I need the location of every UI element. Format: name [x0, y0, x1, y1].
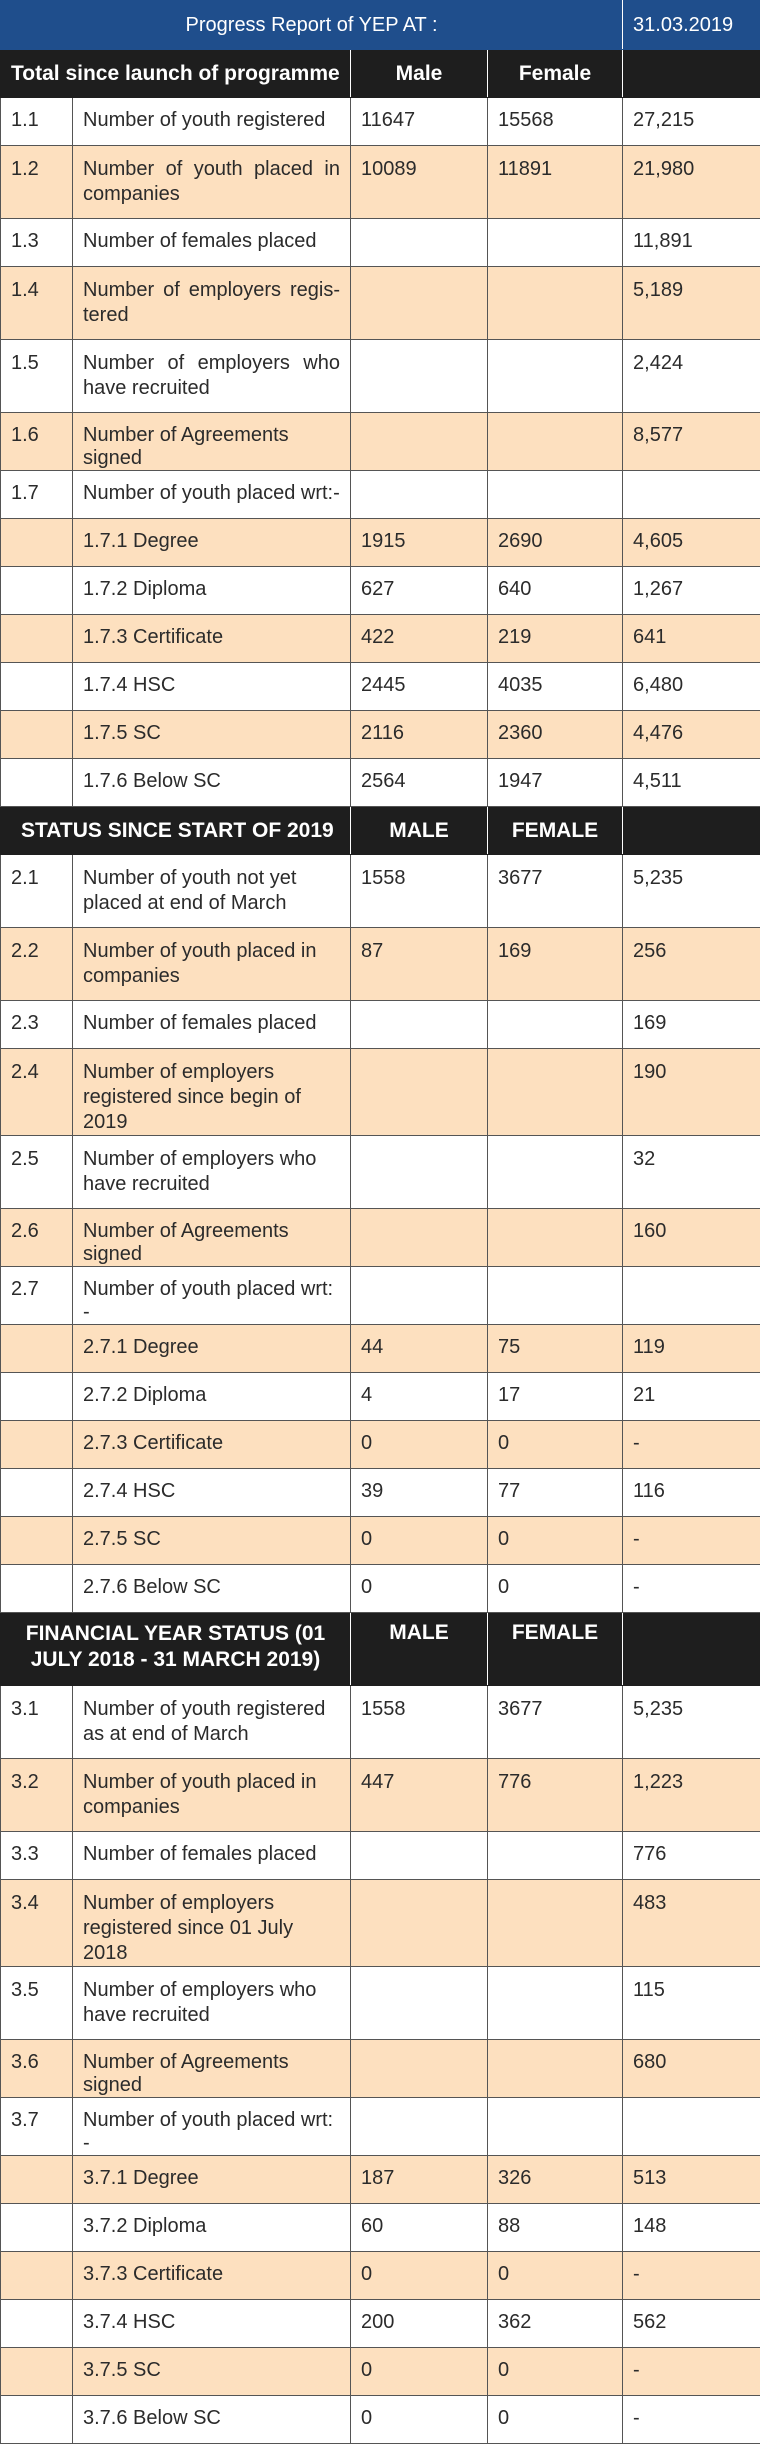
row-female-value: 640	[488, 567, 623, 615]
table-row	[1, 2098, 760, 2156]
row-number: 2.4	[1, 1049, 73, 1136]
row-total-value: 4,605	[623, 519, 760, 567]
table-row	[1, 2300, 760, 2348]
column-header-total	[623, 50, 760, 98]
row-male-value: 1558	[351, 855, 488, 928]
row-description: Number of employers who have recruited	[73, 1967, 351, 2040]
row-female-value	[488, 2040, 623, 2098]
table-row	[1, 2156, 760, 2204]
table-row	[1, 1517, 760, 1565]
row-description: Number of employers who have recruited	[73, 1136, 351, 1209]
section-title: Total since launch of programme	[1, 50, 351, 98]
table-row	[1, 1759, 760, 1832]
row-male-value	[351, 1209, 488, 1267]
row-female-value: 776	[488, 1759, 623, 1832]
table-row	[1, 1325, 760, 1373]
table-row	[1, 1967, 760, 2040]
table-row	[1, 663, 760, 711]
row-male-value: 2564	[351, 759, 488, 807]
row-description: Number of youth placed wrt:-	[73, 471, 351, 519]
table-row	[1, 413, 760, 471]
row-male-value	[351, 1832, 488, 1880]
row-total-value: 32	[623, 1136, 760, 1209]
row-male-value: 0	[351, 2396, 488, 2444]
row-female-value: 88	[488, 2204, 623, 2252]
row-number	[1, 711, 73, 759]
row-number: 1.3	[1, 219, 73, 267]
row-male-value: 0	[351, 1517, 488, 1565]
row-female-value	[488, 1001, 623, 1049]
row-number	[1, 567, 73, 615]
row-description: Number of employers regis-tered	[73, 267, 351, 340]
row-female-value: 326	[488, 2156, 623, 2204]
row-female-value	[488, 1209, 623, 1267]
row-male-value	[351, 340, 488, 413]
row-description: Number of Agreements signed	[73, 2040, 351, 2098]
table-row	[1, 219, 760, 267]
row-female-value: 169	[488, 928, 623, 1001]
row-number: 3.3	[1, 1832, 73, 1880]
row-female-value: 0	[488, 2252, 623, 2300]
row-male-value: 60	[351, 2204, 488, 2252]
row-description: Number of Agreements signed	[73, 1209, 351, 1267]
row-number	[1, 1421, 73, 1469]
row-female-value: 0	[488, 1565, 623, 1613]
row-description: 3.7.2 Diploma	[73, 2204, 351, 2252]
row-description: Number of youth placed wrt: -	[73, 2098, 351, 2156]
row-female-value: 2690	[488, 519, 623, 567]
row-total-value: 11,891	[623, 219, 760, 267]
table-row	[1, 1880, 760, 1967]
row-number: 1.1	[1, 98, 73, 146]
row-male-value: 87	[351, 928, 488, 1001]
row-total-value: 680	[623, 2040, 760, 2098]
row-total-value	[623, 471, 760, 519]
table-row	[1, 519, 760, 567]
column-header-female: FEMALE	[488, 1613, 623, 1686]
row-male-value: 187	[351, 2156, 488, 2204]
row-total-value: -	[623, 2396, 760, 2444]
row-description: 1.7.5 SC	[73, 711, 351, 759]
row-total-value: 4,511	[623, 759, 760, 807]
row-number: 1.7	[1, 471, 73, 519]
report-title: Progress Report of YEP AT :	[1, 1, 623, 50]
row-male-value	[351, 1049, 488, 1136]
row-description: 3.7.3 Certificate	[73, 2252, 351, 2300]
row-description: 3.7.1 Degree	[73, 2156, 351, 2204]
row-female-value	[488, 1880, 623, 1967]
table-row	[1, 1136, 760, 1209]
table-row	[1, 2040, 760, 2098]
table-row	[1, 759, 760, 807]
row-male-value: 627	[351, 567, 488, 615]
row-female-value: 0	[488, 1421, 623, 1469]
row-total-value: 1,267	[623, 567, 760, 615]
row-male-value: 39	[351, 1469, 488, 1517]
column-header-male: MALE	[351, 807, 488, 855]
row-total-value: 5,235	[623, 1686, 760, 1759]
row-number	[1, 1325, 73, 1373]
column-header-total	[623, 1613, 760, 1686]
row-description: 1.7.6 Below SC	[73, 759, 351, 807]
row-female-value	[488, 413, 623, 471]
row-number	[1, 615, 73, 663]
column-header-female: Female	[488, 50, 623, 98]
table-row	[1, 340, 760, 413]
row-total-value: 115	[623, 1967, 760, 2040]
row-total-value: -	[623, 1517, 760, 1565]
row-male-value	[351, 2098, 488, 2156]
row-total-value	[623, 2098, 760, 2156]
row-male-value: 11647	[351, 98, 488, 146]
row-number: 1.6	[1, 413, 73, 471]
row-number	[1, 2396, 73, 2444]
row-male-value: 2445	[351, 663, 488, 711]
row-number	[1, 2348, 73, 2396]
row-number	[1, 2300, 73, 2348]
row-female-value: 3677	[488, 1686, 623, 1759]
row-total-value: -	[623, 1565, 760, 1613]
row-description: Number of employers registered since 01 July 2018	[73, 1880, 351, 1967]
row-number: 3.6	[1, 2040, 73, 2098]
row-total-value: 27,215	[623, 98, 760, 146]
row-total-value: 483	[623, 1880, 760, 1967]
row-female-value: 4035	[488, 663, 623, 711]
row-total-value	[623, 1267, 760, 1325]
row-description: 2.7.2 Diploma	[73, 1373, 351, 1421]
row-total-value: 116	[623, 1469, 760, 1517]
row-number: 1.4	[1, 267, 73, 340]
table-row	[1, 1373, 760, 1421]
table-row	[1, 1209, 760, 1267]
section-title: FINANCIAL YEAR STATUS (01 JULY 2018 - 31 MARCH 2019)	[1, 1613, 351, 1686]
column-header-male: Male	[351, 50, 488, 98]
row-male-value: 447	[351, 1759, 488, 1832]
row-female-value: 0	[488, 2348, 623, 2396]
row-female-value: 3677	[488, 855, 623, 928]
table-row	[1, 928, 760, 1001]
row-description: Number of employers registered since begin of 2019	[73, 1049, 351, 1136]
row-description: 2.7.5 SC	[73, 1517, 351, 1565]
row-total-value: 148	[623, 2204, 760, 2252]
row-number	[1, 1373, 73, 1421]
row-female-value: 0	[488, 1517, 623, 1565]
row-number: 2.6	[1, 1209, 73, 1267]
row-description: Number of youth placed in companies	[73, 1759, 351, 1832]
table-row	[1, 471, 760, 519]
table-row	[1, 98, 760, 146]
row-female-value: 15568	[488, 98, 623, 146]
row-male-value	[351, 1001, 488, 1049]
table-row	[1, 567, 760, 615]
table-row	[1, 1832, 760, 1880]
table-row	[1, 1686, 760, 1759]
row-total-value: -	[623, 2252, 760, 2300]
table-row	[1, 615, 760, 663]
row-total-value: 5,189	[623, 267, 760, 340]
row-number	[1, 519, 73, 567]
row-description: 3.7.6 Below SC	[73, 2396, 351, 2444]
row-male-value	[351, 219, 488, 267]
section-header-row	[1, 1613, 760, 1686]
row-total-value: 190	[623, 1049, 760, 1136]
row-description: Number of youth placed wrt: -	[73, 1267, 351, 1325]
row-number	[1, 1565, 73, 1613]
column-header-total	[623, 807, 760, 855]
row-total-value: 641	[623, 615, 760, 663]
table-row	[1, 146, 760, 219]
table-row	[1, 2204, 760, 2252]
row-male-value: 44	[351, 1325, 488, 1373]
row-number: 3.7	[1, 2098, 73, 2156]
table-row	[1, 267, 760, 340]
row-total-value: 5,235	[623, 855, 760, 928]
row-description: Number of females placed	[73, 219, 351, 267]
row-male-value: 1915	[351, 519, 488, 567]
row-total-value: 1,223	[623, 1759, 760, 1832]
row-number: 2.2	[1, 928, 73, 1001]
row-description: Number of females placed	[73, 1832, 351, 1880]
table-row	[1, 2252, 760, 2300]
row-total-value: 21,980	[623, 146, 760, 219]
row-total-value: 513	[623, 2156, 760, 2204]
row-number: 2.3	[1, 1001, 73, 1049]
row-female-value	[488, 1136, 623, 1209]
row-male-value	[351, 267, 488, 340]
row-female-value	[488, 267, 623, 340]
row-female-value: 1947	[488, 759, 623, 807]
row-female-value	[488, 1832, 623, 1880]
row-number: 3.4	[1, 1880, 73, 1967]
row-male-value: 1558	[351, 1686, 488, 1759]
row-female-value	[488, 471, 623, 519]
row-number: 1.2	[1, 146, 73, 219]
row-male-value	[351, 1967, 488, 2040]
row-female-value: 362	[488, 2300, 623, 2348]
row-total-value: 4,476	[623, 711, 760, 759]
row-female-value: 75	[488, 1325, 623, 1373]
table-row	[1, 2348, 760, 2396]
table-row	[1, 711, 760, 759]
row-male-value: 422	[351, 615, 488, 663]
row-total-value: 256	[623, 928, 760, 1001]
row-female-value	[488, 2098, 623, 2156]
table-row	[1, 855, 760, 928]
row-male-value: 200	[351, 2300, 488, 2348]
row-male-value: 0	[351, 2348, 488, 2396]
row-total-value: 8,577	[623, 413, 760, 471]
section-title: STATUS SINCE START OF 2019	[1, 807, 351, 855]
row-number	[1, 2156, 73, 2204]
row-number	[1, 2204, 73, 2252]
section-header-row	[1, 50, 760, 98]
table-row	[1, 1565, 760, 1613]
row-number: 2.5	[1, 1136, 73, 1209]
row-total-value: 562	[623, 2300, 760, 2348]
row-total-value: 2,424	[623, 340, 760, 413]
row-total-value: 160	[623, 1209, 760, 1267]
row-description: 1.7.4 HSC	[73, 663, 351, 711]
row-male-value	[351, 1136, 488, 1209]
table-row	[1, 1049, 760, 1136]
row-number	[1, 2252, 73, 2300]
row-total-value: 169	[623, 1001, 760, 1049]
row-male-value	[351, 471, 488, 519]
row-description: 1.7.3 Certificate	[73, 615, 351, 663]
row-female-value: 0	[488, 2396, 623, 2444]
row-number: 3.5	[1, 1967, 73, 2040]
row-description: 2.7.6 Below SC	[73, 1565, 351, 1613]
row-number	[1, 663, 73, 711]
row-description: 2.7.3 Certificate	[73, 1421, 351, 1469]
row-male-value	[351, 413, 488, 471]
row-description: Number of youth not yet placed at end of March	[73, 855, 351, 928]
row-male-value: 0	[351, 1421, 488, 1469]
report-header-row	[1, 1, 760, 50]
row-female-value	[488, 1267, 623, 1325]
row-female-value: 2360	[488, 711, 623, 759]
table-row	[1, 1421, 760, 1469]
row-male-value	[351, 2040, 488, 2098]
row-number: 3.1	[1, 1686, 73, 1759]
row-male-value: 10089	[351, 146, 488, 219]
row-description: Number of employers who have recruited	[73, 340, 351, 413]
row-male-value: 0	[351, 1565, 488, 1613]
row-total-value: 119	[623, 1325, 760, 1373]
row-female-value: 11891	[488, 146, 623, 219]
row-male-value	[351, 1880, 488, 1967]
row-male-value: 4	[351, 1373, 488, 1421]
table-row	[1, 1001, 760, 1049]
row-female-value: 219	[488, 615, 623, 663]
row-description: 3.7.5 SC	[73, 2348, 351, 2396]
row-total-value: 6,480	[623, 663, 760, 711]
row-female-value	[488, 1967, 623, 2040]
row-male-value	[351, 1267, 488, 1325]
row-female-value	[488, 340, 623, 413]
row-female-value: 77	[488, 1469, 623, 1517]
column-header-female: FEMALE	[488, 807, 623, 855]
row-total-value: -	[623, 1421, 760, 1469]
row-male-value: 0	[351, 2252, 488, 2300]
row-number: 1.5	[1, 340, 73, 413]
row-number: 2.1	[1, 855, 73, 928]
table-row	[1, 1469, 760, 1517]
section-header-row	[1, 807, 760, 855]
row-number: 2.7	[1, 1267, 73, 1325]
row-number: 3.2	[1, 1759, 73, 1832]
row-description: Number of youth placed in companies	[73, 928, 351, 1001]
row-total-value: 21	[623, 1373, 760, 1421]
row-male-value: 2116	[351, 711, 488, 759]
row-description: 2.7.1 Degree	[73, 1325, 351, 1373]
row-description: 3.7.4 HSC	[73, 2300, 351, 2348]
row-total-value: -	[623, 2348, 760, 2396]
row-female-value: 17	[488, 1373, 623, 1421]
report-date: 31.03.2019	[623, 1, 760, 50]
row-description: Number of females placed	[73, 1001, 351, 1049]
row-description: 1.7.2 Diploma	[73, 567, 351, 615]
row-description: Number of youth registered	[73, 98, 351, 146]
row-female-value	[488, 1049, 623, 1136]
row-female-value	[488, 219, 623, 267]
row-description: 2.7.4 HSC	[73, 1469, 351, 1517]
row-description: Number of youth placed in companies	[73, 146, 351, 219]
row-total-value: 776	[623, 1832, 760, 1880]
row-description: 1.7.1 Degree	[73, 519, 351, 567]
row-description: Number of Agreements signed	[73, 413, 351, 471]
table-row	[1, 1267, 760, 1325]
row-number	[1, 759, 73, 807]
column-header-male: MALE	[351, 1613, 488, 1686]
row-number	[1, 1469, 73, 1517]
row-number	[1, 1517, 73, 1565]
row-description: Number of youth registered as at end of March	[73, 1686, 351, 1759]
table-row	[1, 2396, 760, 2444]
